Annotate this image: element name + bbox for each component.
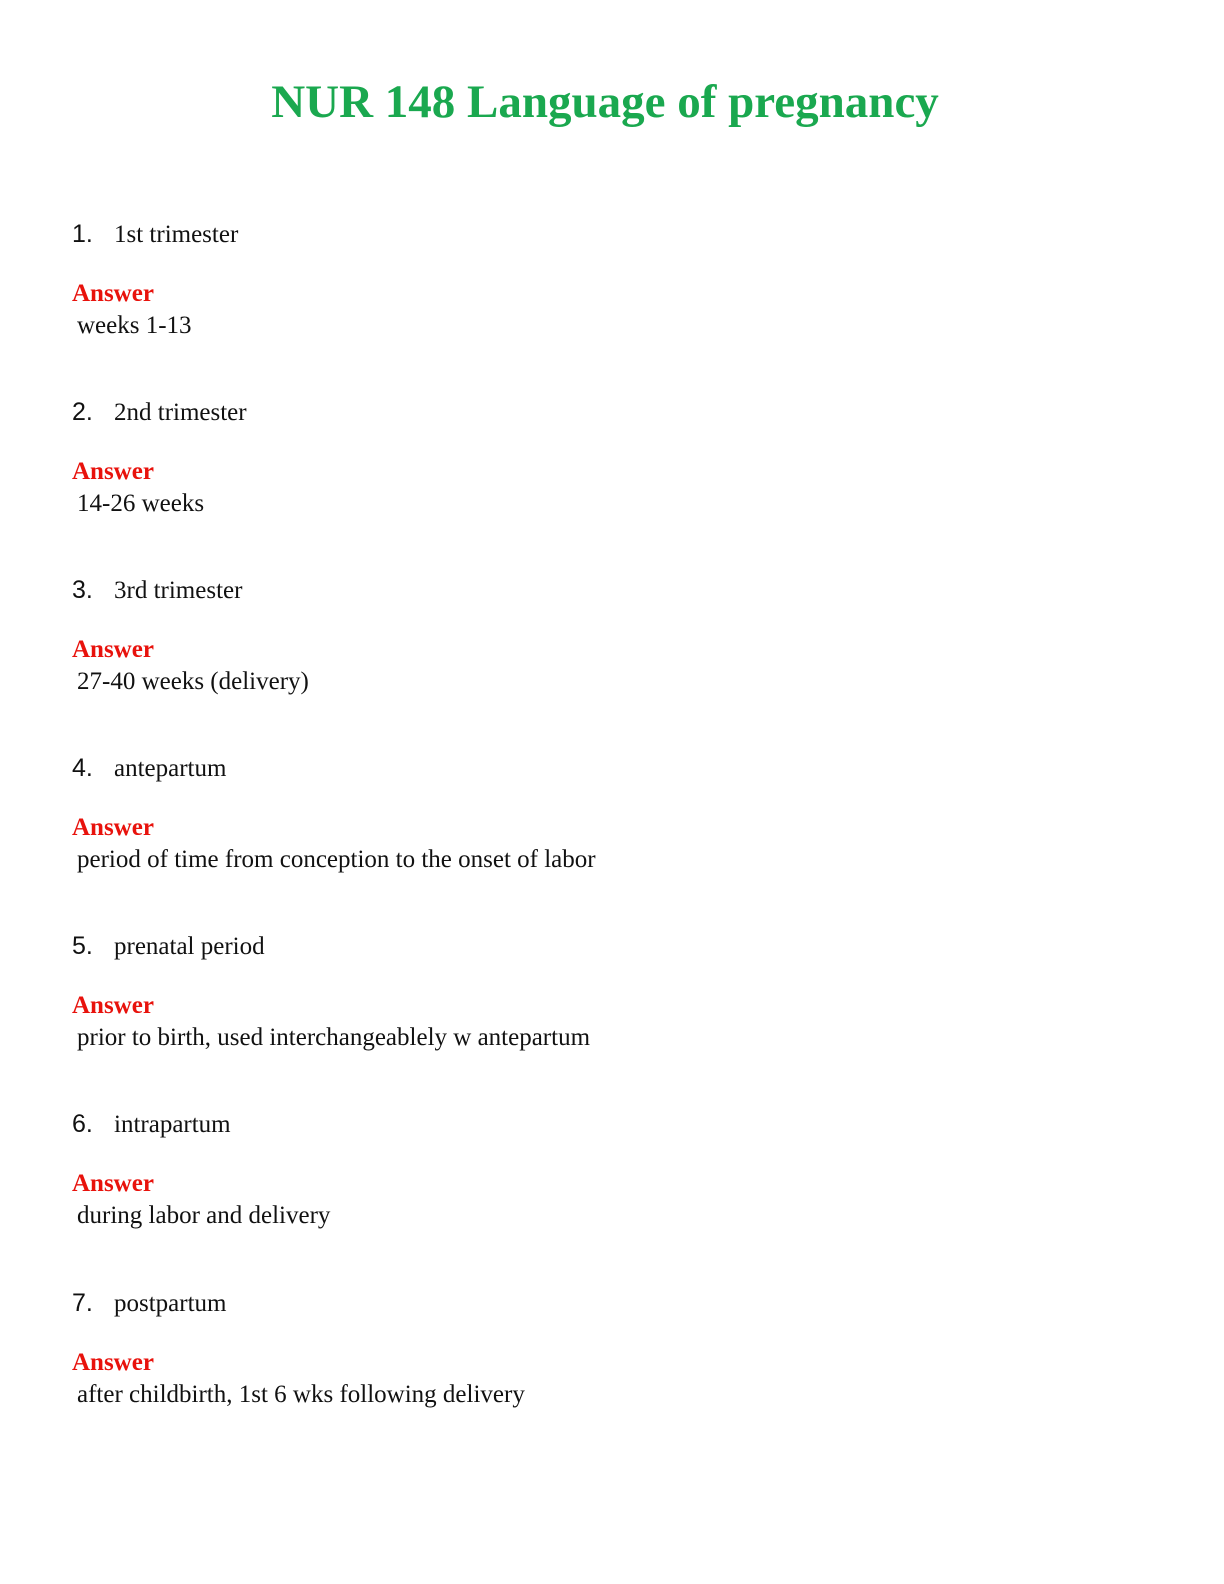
- question-text: prenatal period: [114, 933, 265, 960]
- answer-text: 27-40 weeks (delivery): [77, 668, 309, 695]
- question-number: 4.: [72, 754, 93, 782]
- answer-label: Answer: [72, 636, 154, 663]
- answer-label: Answer: [72, 1170, 154, 1197]
- question-text: 2nd trimester: [114, 399, 247, 426]
- question: [72, 750, 1152, 786]
- question-number: 6.: [72, 1110, 93, 1138]
- answer-text: weeks 1-13: [77, 312, 192, 339]
- question-number: 7.: [72, 1289, 93, 1317]
- answer-text: 14-26 weeks: [77, 490, 205, 517]
- question: [72, 1106, 1152, 1142]
- answer-text: period of time from conception to the onset of labor: [77, 846, 596, 873]
- list-item: [72, 572, 1152, 699]
- question-text: intrapartum: [114, 1111, 231, 1138]
- answer-label: Answer: [72, 280, 154, 307]
- page-title: NUR 148 Language of pregnancy: [271, 76, 939, 128]
- question: [72, 1285, 1152, 1321]
- answer-label: Answer: [72, 1349, 154, 1376]
- answer-text: after childbirth, 1st 6 wks following delivery: [77, 1381, 525, 1408]
- answer-label: Answer: [72, 992, 154, 1019]
- question: [72, 572, 1152, 608]
- question-number: 3.: [72, 576, 93, 604]
- question-number: 5.: [72, 932, 93, 960]
- answer-label: Answer: [72, 814, 154, 841]
- question-text: 1st trimester: [114, 221, 239, 248]
- answer-text: prior to birth, used interchangeablely w antepartum: [77, 1024, 591, 1051]
- question: [72, 394, 1152, 430]
- list-item: [72, 928, 1152, 1055]
- question-text: postpartum: [114, 1290, 227, 1317]
- list-item: [72, 750, 1152, 877]
- answer-text: during labor and delivery: [77, 1202, 331, 1229]
- question-text: 3rd trimester: [114, 577, 243, 604]
- list-item: [72, 1285, 1152, 1412]
- question-number: 2.: [72, 398, 93, 426]
- question: [72, 928, 1152, 964]
- question: [72, 216, 1152, 252]
- answer-label: Answer: [72, 458, 154, 485]
- list-item: [72, 216, 1152, 343]
- question-text: antepartum: [114, 755, 227, 782]
- list-item: [72, 1106, 1152, 1233]
- list-item: [72, 394, 1152, 521]
- question-number: 1.: [72, 220, 93, 248]
